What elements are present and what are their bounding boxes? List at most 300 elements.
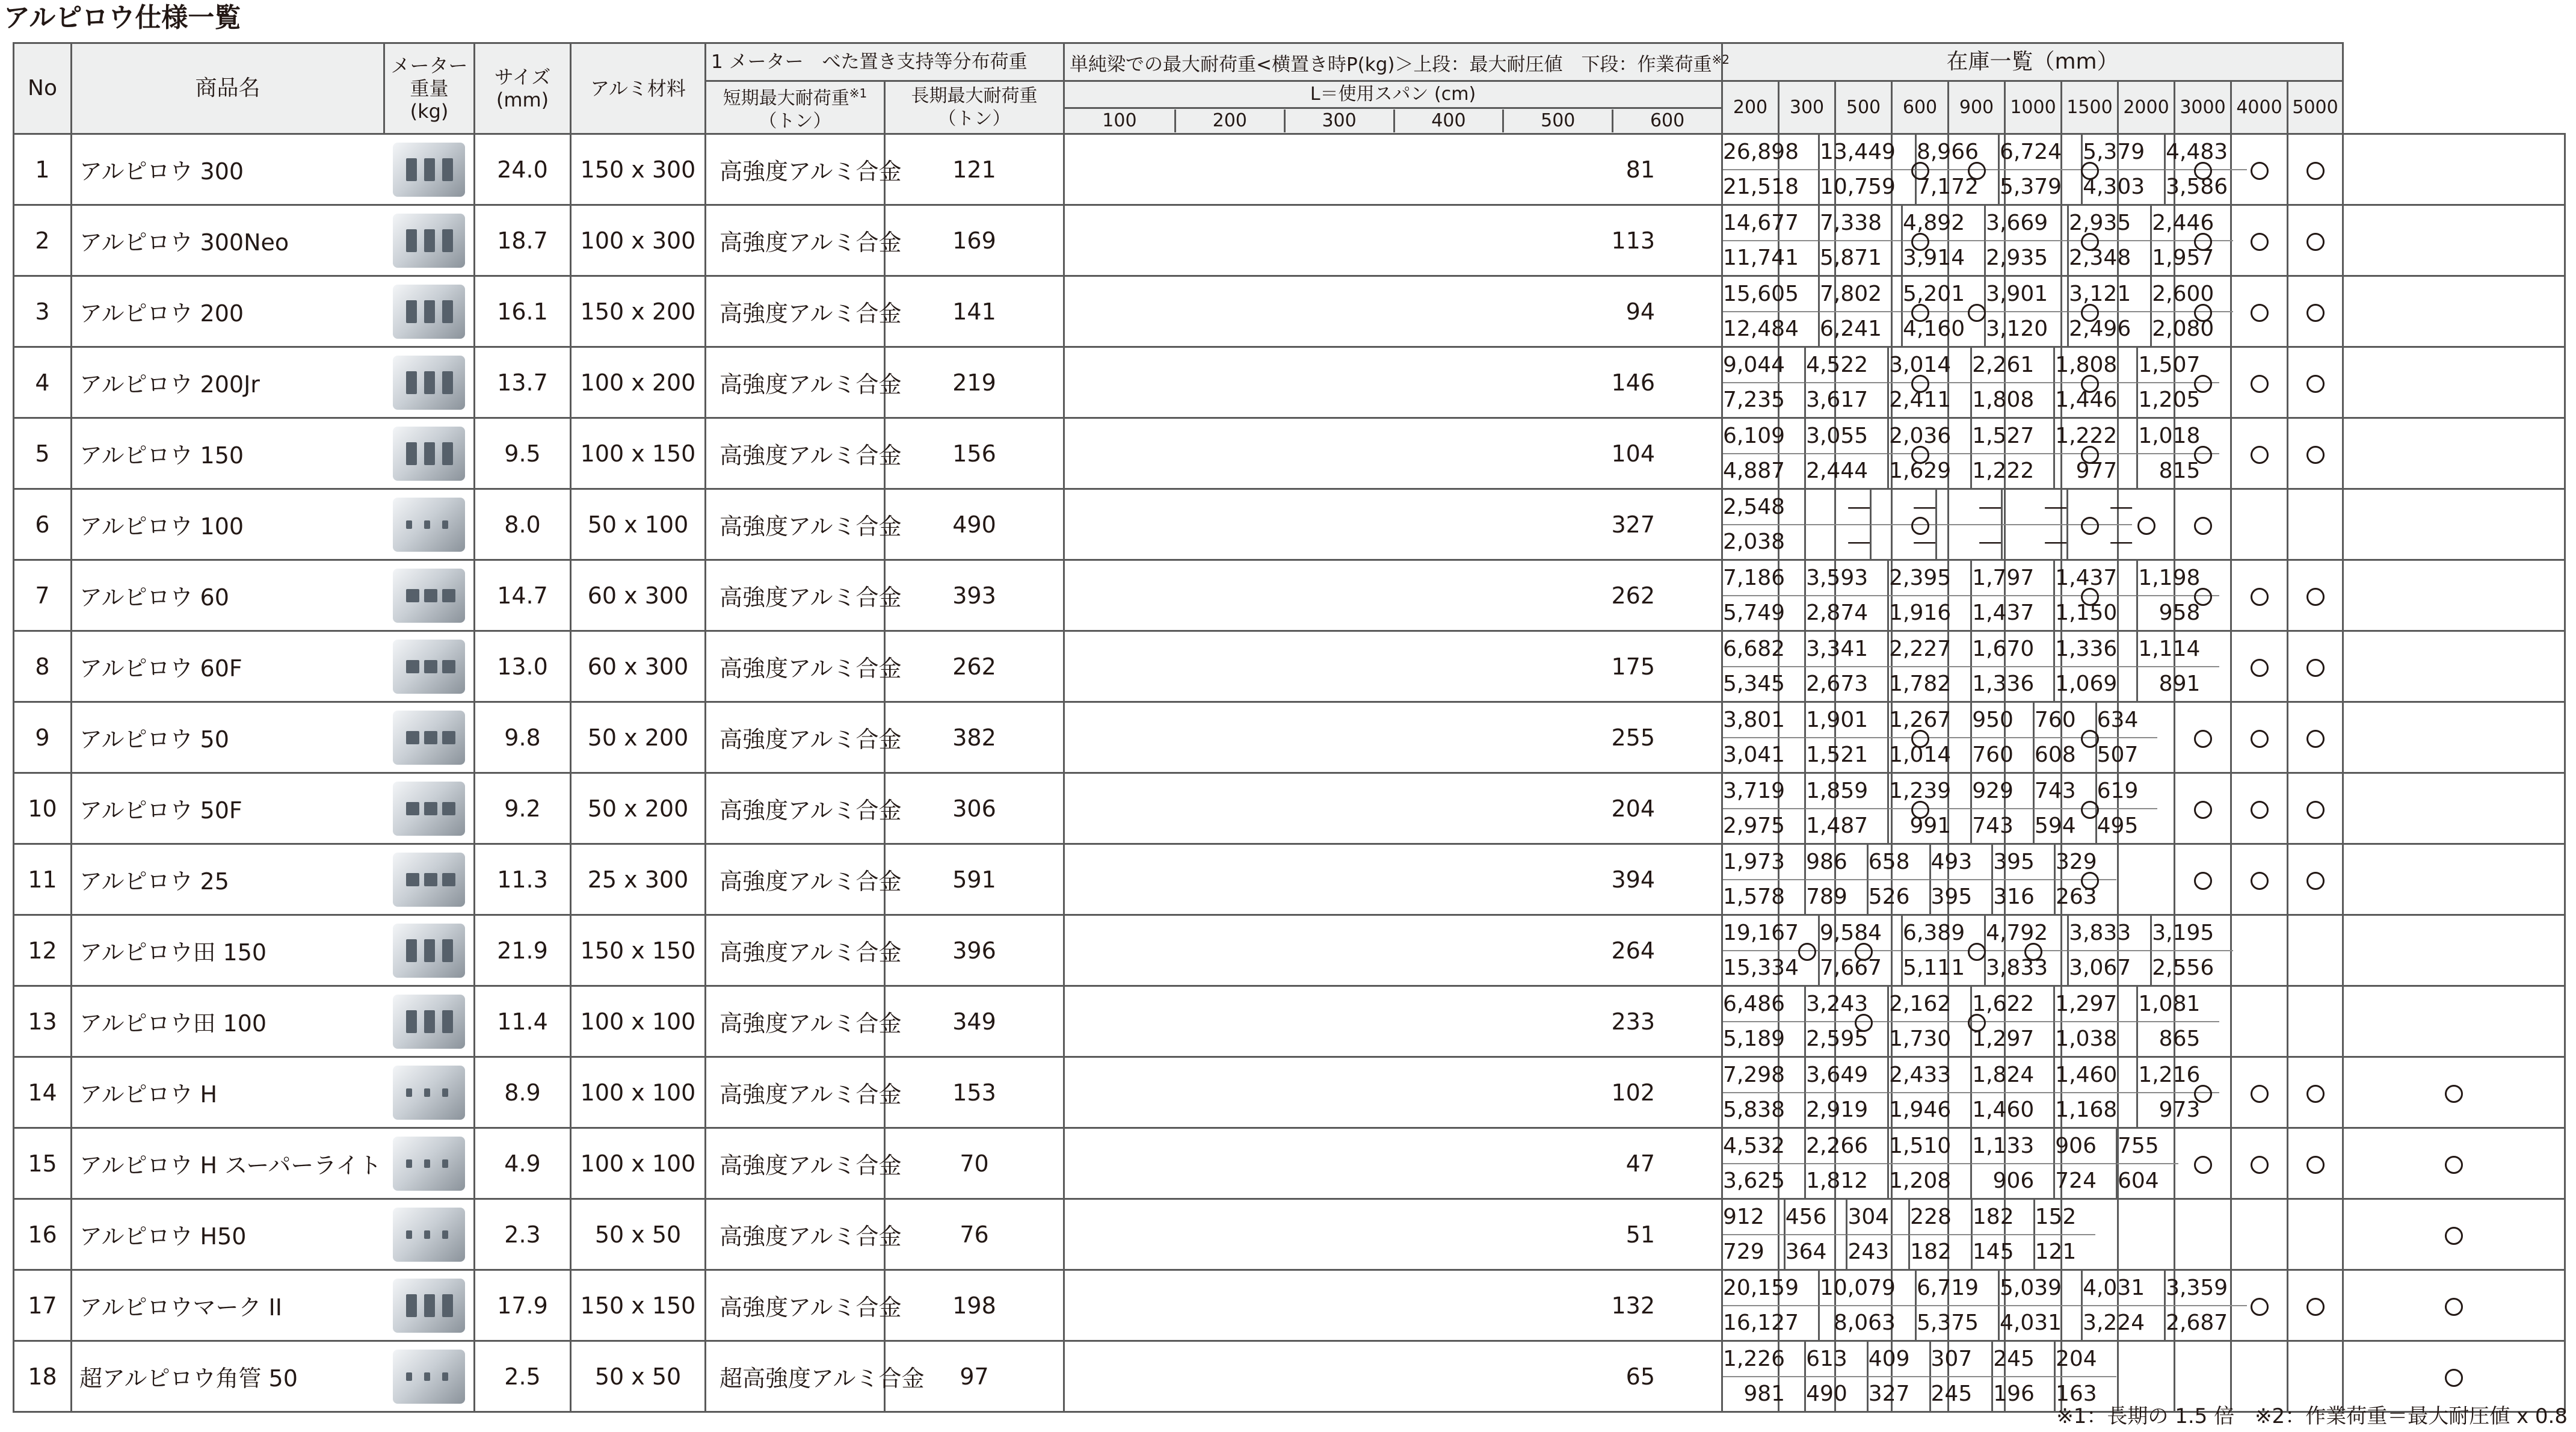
beam-work-value: 724 xyxy=(2053,1164,2116,1199)
beam-max-value: 5,379 xyxy=(2081,135,2164,170)
beam-max-value: 613 xyxy=(1804,1342,1867,1377)
stock-cell xyxy=(2288,205,2343,276)
size-value: 100 x 200 xyxy=(571,347,706,418)
beam-max-value: 304 xyxy=(1846,1200,1908,1235)
beam-max-value: 19,167 xyxy=(1723,916,1818,951)
stock-cell xyxy=(2288,1057,2343,1128)
stock-cell xyxy=(2288,489,2343,560)
beam-work-value: 1,297 xyxy=(1970,1022,2053,1057)
in-stock-circle-icon xyxy=(2194,1085,2212,1103)
beam-work-value: 958 xyxy=(2136,596,2219,631)
stock-cell xyxy=(2288,702,2343,773)
beam-max-value: 7,338 xyxy=(1818,206,1901,241)
stock-cell xyxy=(2231,844,2288,915)
in-stock-circle-icon xyxy=(2251,1156,2269,1174)
product-thumbnail-icon xyxy=(393,498,465,552)
beam-max-value: 307 xyxy=(1929,1342,1992,1377)
header-long-max-unit: （トン） xyxy=(938,108,1011,129)
stock-cell xyxy=(2231,1057,2288,1128)
size-value: 150 x 150 xyxy=(571,1270,706,1341)
header-stock-300: 300 xyxy=(1779,81,1835,134)
in-stock-circle-icon xyxy=(1911,801,1929,819)
beam-work-value: 495 xyxy=(2095,809,2158,844)
weight-value: 2.3 xyxy=(475,1199,571,1270)
in-stock-circle-icon xyxy=(2251,304,2269,322)
beam-load-grid xyxy=(1723,1271,2228,1340)
header-short-max-text: 短期最大耐荷重 xyxy=(723,88,849,109)
product-name: アルピロウ H xyxy=(72,1057,384,1128)
product-thumbnail-icon xyxy=(393,782,465,836)
beam-max-value: 2,395 xyxy=(1887,561,1970,596)
material-value: 高強度アルミ合金 xyxy=(706,418,885,489)
beam-load-cell xyxy=(1722,631,2201,702)
in-stock-circle-icon xyxy=(2194,801,2212,819)
beam-work-value: 760 xyxy=(1970,738,2033,773)
material-value: 高強度アルミ合金 xyxy=(706,347,885,418)
material-value: 高強度アルミ合金 xyxy=(706,773,885,844)
beam-work-value: 7,235 xyxy=(1723,387,1786,413)
beam-work-value: 991 xyxy=(1887,809,1970,844)
beam-work-value: 1,957 xyxy=(2150,241,2233,276)
weight-value: 21.9 xyxy=(475,915,571,986)
beam-work-value: 526 xyxy=(1867,880,1929,915)
beam-max-value: 2,227 xyxy=(1887,632,1970,667)
in-stock-circle-icon xyxy=(2194,588,2212,606)
beam-work-value: 4,031 xyxy=(1998,1306,2081,1341)
beam-load-grid xyxy=(1723,419,2201,488)
beam-load-cell xyxy=(1722,986,2201,1057)
in-stock-circle-icon xyxy=(2194,233,2212,251)
row-no: 12 xyxy=(14,915,72,986)
table-row xyxy=(14,1128,2565,1199)
stock-cell xyxy=(2288,1270,2343,1341)
product-image xyxy=(384,1341,475,1412)
in-stock-circle-icon xyxy=(2306,659,2325,677)
spec-table xyxy=(13,42,2566,1413)
row-no: 13 xyxy=(14,986,72,1057)
long-max-load: 394 xyxy=(1064,844,1722,915)
product-name: アルピロウ 200Jr xyxy=(72,347,384,418)
weight-value: 24.0 xyxy=(475,134,571,205)
beam-work-value: 327 xyxy=(1867,1377,1929,1412)
beam-load-grid xyxy=(1723,1129,2159,1198)
beam-max-value: ― xyxy=(2066,490,2132,525)
size-value: 25 x 300 xyxy=(571,844,706,915)
beam-work-value: 182 xyxy=(1908,1235,1971,1270)
beam-work-value: 1,437 xyxy=(1970,596,2053,631)
beam-work-value: 1,578 xyxy=(1723,884,1786,910)
stock-cell xyxy=(2343,418,2565,489)
beam-max-value: 228 xyxy=(1908,1200,1971,1235)
beam-max-value: 3,833 xyxy=(2067,916,2150,951)
beam-max-value: ― xyxy=(1804,490,1870,525)
beam-max-value: 6,389 xyxy=(1901,916,1984,951)
beam-max-value: 3,801 xyxy=(1723,703,1804,738)
beam-work-value: 1,460 xyxy=(1970,1093,2053,1128)
beam-work-value: 1,916 xyxy=(1887,596,1970,631)
product-thumbnail-icon xyxy=(393,995,465,1049)
beam-load-grid xyxy=(1723,277,2214,346)
beam-work-value: 3,586 xyxy=(2164,170,2247,205)
beam-max-value: 3,901 xyxy=(1984,277,2067,312)
in-stock-circle-icon xyxy=(2251,446,2269,464)
beam-work-value: 1,336 xyxy=(1970,667,2053,702)
stock-cell xyxy=(2175,489,2231,560)
stock-cell xyxy=(2288,134,2343,205)
beam-work-value: 6,241 xyxy=(1818,312,1901,347)
beam-work-value: 4,303 xyxy=(2081,170,2164,205)
beam-load-cell xyxy=(1722,418,2201,489)
long-max-load: 255 xyxy=(1064,702,1722,773)
table-row xyxy=(14,134,2565,205)
beam-work-value: 1,946 xyxy=(1887,1093,1970,1128)
in-stock-circle-icon xyxy=(2251,872,2269,890)
product-image xyxy=(384,1128,475,1199)
beam-work-value: 11,741 xyxy=(1723,245,1799,271)
weight-value: 2.5 xyxy=(475,1341,571,1412)
beam-max-value: 2,266 xyxy=(1804,1129,1887,1164)
beam-max-value: 1,622 xyxy=(1970,987,2053,1022)
beam-max-value: 6,682 xyxy=(1723,632,1804,667)
beam-work-value: 1,150 xyxy=(2053,596,2136,631)
beam-max-value: 1,670 xyxy=(1970,632,2053,667)
beam-work-value: ― xyxy=(1870,525,1935,560)
beam-work-value: ― xyxy=(1804,525,1870,560)
beam-max-value: 1,114 xyxy=(2136,632,2219,667)
beam-load-cell xyxy=(1722,276,2214,347)
weight-value: 9.2 xyxy=(475,773,571,844)
beam-load-grid xyxy=(1723,1342,2097,1411)
row-no: 16 xyxy=(14,1199,72,1270)
beam-max-value: 1,510 xyxy=(1887,1129,1970,1164)
stock-cell xyxy=(2175,844,2231,915)
beam-max-value: 3,055 xyxy=(1804,419,1887,454)
table-row xyxy=(14,276,2565,347)
in-stock-circle-icon xyxy=(2306,1085,2325,1103)
beam-max-value: 15,605 xyxy=(1723,277,1818,312)
stock-cell xyxy=(2231,702,2288,773)
beam-max-value: 14,677 xyxy=(1723,206,1818,241)
table-row xyxy=(14,773,2565,844)
product-thumbnail-icon xyxy=(393,427,465,481)
product-name: アルピロウ 60 xyxy=(72,560,384,631)
weight-value: 4.9 xyxy=(475,1128,571,1199)
product-thumbnail-icon xyxy=(393,640,465,694)
product-thumbnail-icon xyxy=(393,285,465,339)
beam-max-value: 3,341 xyxy=(1804,632,1887,667)
stock-cell xyxy=(2288,1128,2343,1199)
stock-cell xyxy=(2343,773,2565,844)
material-value: 高強度アルミ合金 xyxy=(706,986,885,1057)
table-row xyxy=(14,1199,2565,1270)
beam-max-value: 906 xyxy=(2053,1129,2116,1164)
long-max-load: 51 xyxy=(1064,1199,1722,1270)
size-value: 100 x 100 xyxy=(571,986,706,1057)
beam-max-value: 1,267 xyxy=(1887,703,1970,738)
beam-max-value: 4,522 xyxy=(1804,348,1887,383)
size-value: 150 x 150 xyxy=(571,915,706,986)
short-max-load: 393 xyxy=(885,560,1064,631)
in-stock-circle-icon xyxy=(2306,872,2325,890)
beam-work-value: 21,518 xyxy=(1723,174,1799,200)
in-stock-circle-icon xyxy=(2306,375,2325,393)
product-thumbnail-icon xyxy=(393,1066,465,1120)
product-image xyxy=(384,205,475,276)
in-stock-circle-icon xyxy=(2081,801,2099,819)
header-span-label: L＝使用スパン (cm) xyxy=(1064,81,1722,108)
beam-work-value: 608 xyxy=(2033,738,2095,773)
beam-load-cell xyxy=(1722,347,2201,418)
beam-work-value: 490 xyxy=(1804,1377,1867,1412)
stock-cell xyxy=(2231,347,2288,418)
header-weight xyxy=(384,43,475,134)
stock-cell xyxy=(2288,986,2343,1057)
beam-max-value: 743 xyxy=(2033,774,2095,809)
stock-cell xyxy=(2231,631,2288,702)
weight-value: 11.4 xyxy=(475,986,571,1057)
product-thumbnail-icon xyxy=(393,214,465,268)
beam-load-cell xyxy=(1722,1270,2228,1341)
header-stock-3000: 3000 xyxy=(2175,81,2231,134)
stock-cell xyxy=(2343,205,2565,276)
in-stock-circle-icon xyxy=(2306,730,2325,748)
beam-work-value: 1,808 xyxy=(1970,383,2053,418)
product-thumbnail-icon xyxy=(393,1208,465,1262)
header-long-max xyxy=(885,81,1064,134)
material-value: 高強度アルミ合金 xyxy=(706,560,885,631)
row-no: 9 xyxy=(14,702,72,773)
row-no: 15 xyxy=(14,1128,72,1199)
stock-cell xyxy=(2231,915,2288,986)
beam-max-value: 1,226 xyxy=(1723,1342,1804,1377)
product-image xyxy=(384,1199,475,1270)
in-stock-circle-icon xyxy=(2306,588,2325,606)
beam-work-value: 121 xyxy=(2033,1235,2096,1270)
product-image xyxy=(384,1270,475,1341)
beam-work-value: 3,224 xyxy=(2081,1306,2164,1341)
long-max-load: 327 xyxy=(1064,489,1722,560)
beam-load-cell xyxy=(1722,915,2214,986)
in-stock-circle-icon xyxy=(2306,162,2325,180)
beam-load-grid xyxy=(1723,348,2201,417)
beam-max-value: 950 xyxy=(1970,703,2033,738)
table-row xyxy=(14,1270,2565,1341)
beam-work-value: 15,334 xyxy=(1723,955,1799,981)
weight-value: 8.0 xyxy=(475,489,571,560)
in-stock-circle-icon xyxy=(2445,1298,2463,1316)
beam-load-grid xyxy=(1723,1058,2201,1127)
in-stock-circle-icon xyxy=(2306,1298,2325,1316)
stock-cell xyxy=(2343,276,2565,347)
table-row xyxy=(14,631,2565,702)
stock-cell xyxy=(2343,631,2565,702)
short-max-load: 76 xyxy=(885,1199,1064,1270)
row-no: 4 xyxy=(14,347,72,418)
product-image xyxy=(384,1057,475,1128)
beam-max-value: 912 xyxy=(1723,1200,1784,1235)
beam-work-value: 2,935 xyxy=(1984,241,2067,276)
stock-cell xyxy=(2231,773,2288,844)
beam-work-value: 8,063 xyxy=(1818,1306,1915,1341)
beam-work-value: 1,812 xyxy=(1804,1164,1887,1199)
beam-max-value: 3,649 xyxy=(1804,1058,1887,1093)
table-row xyxy=(14,915,2565,986)
header-stock: 在庫一覧（mm） xyxy=(1722,43,2343,81)
beam-max-value: 1,507 xyxy=(2136,348,2219,383)
beam-max-value: 6,724 xyxy=(1998,135,2081,170)
beam-work-value: 7,172 xyxy=(1915,170,1998,205)
beam-load-cell xyxy=(1722,702,2139,773)
beam-work-value: 3,041 xyxy=(1723,742,1786,768)
beam-work-value: 1,446 xyxy=(2053,383,2136,418)
product-image xyxy=(384,560,475,631)
beam-work-value: 5,749 xyxy=(1723,600,1786,626)
beam-work-value: 5,111 xyxy=(1901,951,1984,986)
stock-cell xyxy=(2343,986,2565,1057)
in-stock-circle-icon xyxy=(1798,943,1816,961)
beam-work-value: 3,914 xyxy=(1901,241,1984,276)
product-image xyxy=(384,418,475,489)
material-value: 高強度アルミ合金 xyxy=(706,1270,885,1341)
table-row xyxy=(14,986,2565,1057)
beam-work-value: 2,673 xyxy=(1804,667,1887,702)
beam-load-cell xyxy=(1722,489,2133,560)
long-max-load: 102 xyxy=(1064,1057,1722,1128)
beam-max-value: 4,483 xyxy=(2164,135,2247,170)
header-stock-4000: 4000 xyxy=(2231,81,2288,134)
beam-work-value: 5,189 xyxy=(1723,1026,1786,1052)
table-row xyxy=(14,489,2565,560)
product-name: アルピロウ田 100 xyxy=(72,986,384,1057)
beam-work-value: 5,379 xyxy=(1998,170,2081,205)
beam-work-value: 1,782 xyxy=(1887,667,1970,702)
beam-work-value: 5,838 xyxy=(1723,1097,1786,1123)
beam-max-value: ― xyxy=(1935,490,2001,525)
stock-cell xyxy=(2175,702,2231,773)
beam-max-value: 3,195 xyxy=(2150,916,2233,951)
beam-max-value: 9,044 xyxy=(1723,348,1804,383)
spec-table-body xyxy=(14,134,2565,1412)
beam-max-value: 1,797 xyxy=(1970,561,2053,596)
beam-work-value: 2,595 xyxy=(1804,1022,1887,1057)
header-spans xyxy=(1064,108,1722,134)
beam-max-value: 634 xyxy=(2095,703,2158,738)
beam-max-value: 1,460 xyxy=(2053,1058,2136,1093)
product-thumbnail-icon xyxy=(393,853,465,907)
beam-load-grid xyxy=(1723,206,2214,275)
beam-work-value: 1,208 xyxy=(1887,1164,1970,1199)
beam-max-value: 26,898 xyxy=(1723,135,1818,170)
in-stock-circle-icon xyxy=(2024,943,2042,961)
beam-load-grid xyxy=(1723,561,2201,630)
stock-cell xyxy=(2288,773,2343,844)
header-long-max-label: 長期最大耐荷重 xyxy=(911,85,1038,106)
in-stock-circle-icon xyxy=(2194,162,2212,180)
beam-work-value: 16,127 xyxy=(1723,1310,1799,1336)
long-max-load: 132 xyxy=(1064,1270,1722,1341)
beam-max-value: 493 xyxy=(1929,845,1992,880)
beam-load-grid xyxy=(1723,703,2139,772)
in-stock-circle-icon xyxy=(2445,1227,2463,1245)
beam-load-grid xyxy=(1723,845,2097,914)
product-thumbnail-icon xyxy=(393,711,465,765)
beam-work-value: 3,833 xyxy=(1984,951,2067,986)
product-image xyxy=(384,347,475,418)
size-value: 50 x 50 xyxy=(571,1341,706,1412)
in-stock-circle-icon xyxy=(2194,872,2212,890)
long-max-load: 65 xyxy=(1064,1341,1722,1412)
header-span-500: 500 xyxy=(1502,110,1612,132)
product-name: アルピロウ 60F xyxy=(72,631,384,702)
stock-cell xyxy=(2343,134,2565,205)
footnote: ※1：長期の 1.5 倍 ※2：作業荷重＝最大耐圧値 x 0.8 xyxy=(2056,1404,2568,1428)
material-value: 高強度アルミ合金 xyxy=(706,1199,885,1270)
row-no: 11 xyxy=(14,844,72,915)
stock-cell xyxy=(2231,560,2288,631)
beam-work-value: 263 xyxy=(2054,880,2116,915)
beam-work-value: 364 xyxy=(1784,1235,1846,1270)
product-name: アルピロウ 300Neo xyxy=(72,205,384,276)
beam-max-value: 5,201 xyxy=(1901,277,1984,312)
material-value: 高強度アルミ合金 xyxy=(706,276,885,347)
in-stock-circle-icon xyxy=(2194,730,2212,748)
beam-load-cell xyxy=(1722,1128,2159,1199)
beam-max-value: 1,973 xyxy=(1723,845,1804,880)
stock-cell xyxy=(2288,915,2343,986)
beam-max-value: 2,548 xyxy=(1723,490,1804,525)
in-stock-circle-icon xyxy=(1911,730,1929,748)
header-weight-line3: (kg) xyxy=(410,100,449,123)
product-image xyxy=(384,844,475,915)
material-value: 超高強度アルミ合金 xyxy=(706,1341,885,1412)
stock-cell xyxy=(2288,347,2343,418)
short-max-load: 169 xyxy=(885,205,1064,276)
beam-work-value: 2,556 xyxy=(2150,951,2233,986)
beam-work-value: 729 xyxy=(1723,1239,1764,1265)
beam-work-value: 163 xyxy=(2054,1377,2116,1412)
weight-value: 9.8 xyxy=(475,702,571,773)
beam-work-value: 2,444 xyxy=(1804,454,1887,489)
stock-cell xyxy=(2343,702,2565,773)
header-stock-5000: 5000 xyxy=(2288,81,2343,134)
beam-load-cell xyxy=(1722,1057,2201,1128)
in-stock-circle-icon xyxy=(2251,801,2269,819)
header-no: No xyxy=(14,43,72,134)
row-no: 7 xyxy=(14,560,72,631)
header-short-max xyxy=(706,81,885,134)
beam-max-value: 3,719 xyxy=(1723,774,1804,809)
weight-value: 8.9 xyxy=(475,1057,571,1128)
long-max-load: 175 xyxy=(1064,631,1722,702)
product-name: アルピロウ 300 xyxy=(72,134,384,205)
beam-max-value: 2,162 xyxy=(1887,987,1970,1022)
stock-cell xyxy=(2288,1199,2343,1270)
stock-cell xyxy=(2231,418,2288,489)
in-stock-circle-icon xyxy=(2445,1156,2463,1174)
header-stock-1500: 1500 xyxy=(2062,81,2118,134)
beam-max-value: 6,719 xyxy=(1915,1271,1998,1306)
header-beam xyxy=(1064,43,1730,81)
table-row xyxy=(14,205,2565,276)
short-max-load: 219 xyxy=(885,347,1064,418)
table-row xyxy=(14,1341,2565,1412)
beam-max-value: 1,901 xyxy=(1804,703,1887,738)
header-material: アルミ材料 xyxy=(571,43,706,134)
beam-work-value: 2,687 xyxy=(2164,1306,2247,1341)
in-stock-circle-icon xyxy=(1911,517,1929,535)
beam-max-value: 1,216 xyxy=(2136,1058,2219,1093)
beam-work-value: 12,484 xyxy=(1723,316,1799,342)
